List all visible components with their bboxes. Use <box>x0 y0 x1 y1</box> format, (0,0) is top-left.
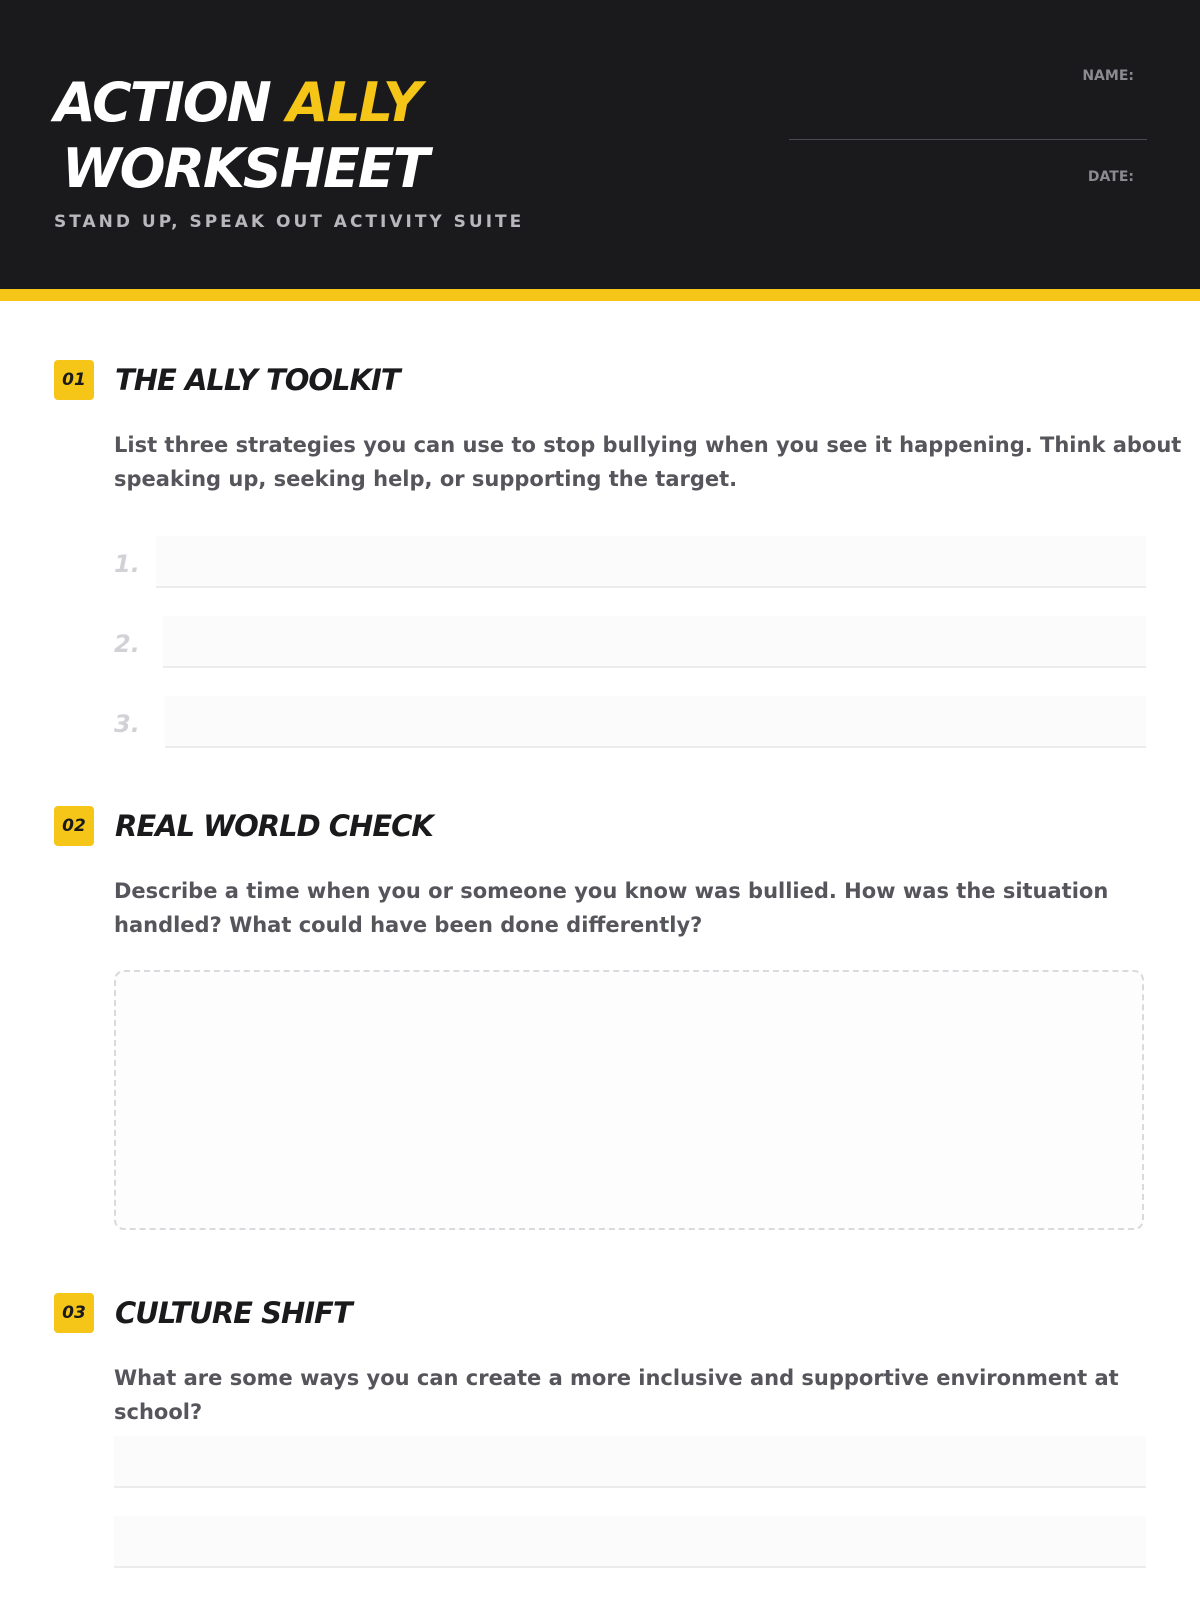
answer-line-3[interactable] <box>165 696 1146 748</box>
answer-row-1 <box>114 536 1146 588</box>
title-action: ACTION <box>54 71 270 134</box>
answer-number: 1. <box>114 550 140 578</box>
name-label: NAME: <box>1082 68 1134 84</box>
section-title: THE ALLY TOOLKIT <box>115 363 400 397</box>
section-number-badge: 01 <box>54 360 94 400</box>
section-prompt: List three strategies you can use to stop bullying when you see it happening. Think about speaking up, seeking help, or supporting the target. <box>114 433 1182 491</box>
answer-line-2[interactable] <box>114 1516 1146 1568</box>
answer-line-2[interactable] <box>163 616 1146 668</box>
date-label: DATE: <box>1087 169 1134 185</box>
title-worksheet: WORKSHEET <box>62 137 428 200</box>
section-real-world-check <box>54 806 1146 1236</box>
section-prompt: Describe a time when you or someone you know was bullied. How was the situation handled? What could have been done differently? <box>114 879 1109 937</box>
answer-number: 2. <box>114 630 140 658</box>
worksheet-header <box>0 0 1200 289</box>
section-title: REAL WORLD CHECK <box>115 809 433 843</box>
section-ally-toolkit <box>54 360 1182 760</box>
section-title: CULTURE SHIFT <box>115 1296 352 1330</box>
worksheet-subtitle: STAND UP, SPEAK OUT ACTIVITY SUITE <box>54 212 525 232</box>
worksheet-title <box>54 70 428 202</box>
answer-number: 3. <box>114 710 140 738</box>
answer-text-box[interactable] <box>114 970 1144 1230</box>
section-number-badge: 03 <box>54 1293 94 1333</box>
name-field-line[interactable] <box>789 139 1147 140</box>
answer-line-1[interactable] <box>156 536 1146 588</box>
answer-row-2 <box>114 616 1146 668</box>
title-ally-accent: ALLY <box>286 71 420 134</box>
section-number-badge: 02 <box>54 806 94 846</box>
answer-line-1[interactable] <box>114 1436 1146 1488</box>
header-accent-stripe <box>0 289 1200 301</box>
answer-row-3 <box>114 696 1146 748</box>
section-prompt: What are some ways you can create a more inclusive and supportive environment at school? <box>114 1366 1119 1424</box>
section-culture-shift <box>54 1293 1146 1593</box>
